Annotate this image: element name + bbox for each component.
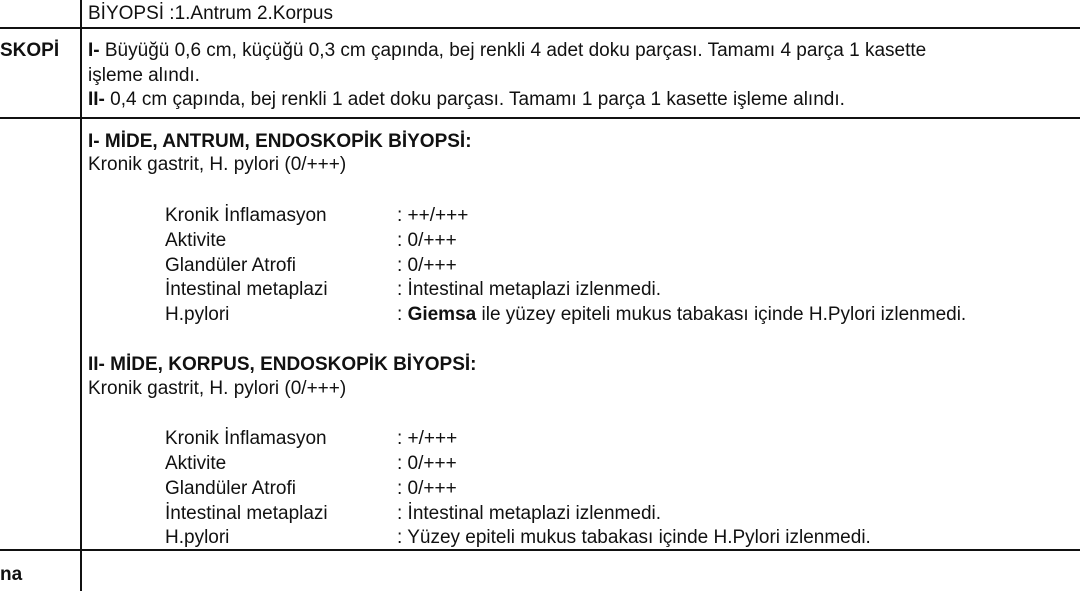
finding-row — [165, 277, 1065, 302]
finding-label: İntestinal metaplazi — [165, 279, 328, 300]
row-divider-top — [0, 27, 1080, 29]
finding-label: Aktivite — [165, 453, 227, 474]
makroskopi-line-1-cont: işleme alındı. — [88, 65, 200, 86]
section-2-diagnosis: Kronik gastrit, H. pylori (0/+++) — [88, 378, 347, 399]
finding-label: Glandüler Atrofi — [165, 478, 296, 499]
finding-value-prefix: : — [397, 304, 408, 325]
finding-row — [165, 476, 1065, 501]
makroskopi-line-2 — [88, 88, 845, 111]
finding-value: : 0/+++ — [397, 255, 457, 276]
finding-row — [165, 501, 1065, 526]
giemsa-stain-label: Giemsa — [407, 304, 477, 325]
finding-row — [165, 228, 1065, 253]
finding-label: Kronik İnflamasyon — [165, 428, 327, 449]
row-divider-middle — [0, 117, 1080, 119]
finding-row — [165, 253, 1065, 278]
finding-row — [165, 302, 1065, 327]
column-divider — [80, 0, 82, 591]
finding-row — [165, 426, 1065, 451]
finding-row — [165, 451, 1065, 476]
finding-row — [165, 525, 1065, 550]
finding-label: Glandüler Atrofi — [165, 255, 296, 276]
finding-label: İntestinal metaplazi — [165, 503, 328, 524]
specimen-1-prefix: I- — [88, 40, 100, 61]
finding-value: : +/+++ — [397, 428, 458, 449]
makroskopi-line-1 — [88, 39, 926, 62]
finding-row — [165, 203, 1065, 228]
finding-label: H.pylori — [165, 527, 230, 548]
finding-value: : ++/+++ — [397, 205, 469, 226]
finding-value: : 0/+++ — [397, 453, 457, 474]
biopsy-location-text: BİYOPSİ :1.Antrum 2.Korpus — [88, 3, 333, 24]
makroskopi-label: SKOPİ — [0, 40, 60, 61]
finding-label: Kronik İnflamasyon — [165, 205, 327, 226]
finding-value: : İntestinal metaplazi izlenmedi. — [397, 279, 662, 300]
bottom-row-label: na — [0, 564, 23, 585]
finding-value: : 0/+++ — [397, 230, 457, 251]
specimen-2-prefix: II- — [88, 89, 105, 110]
section-2-title: II- MİDE, KORPUS, ENDOSKOPİK BİYOPSİ: — [88, 354, 477, 375]
finding-value: : İntestinal metaplazi izlenmedi. — [397, 503, 662, 524]
finding-value: : Yüzey epiteli mukus tabakası içinde H.Pylori izlenmedi. — [397, 527, 871, 548]
finding-value-rest: ile yüzey epiteli mukus tabakası içinde H.Pylori izlenmedi. — [476, 304, 967, 325]
specimen-1-text: Büyüğü 0,6 cm, küçüğü 0,3 cm çapında, bej renkli 4 adet doku parçası. Tamamı 4 parça 1 kasette — [99, 40, 927, 61]
section-1-title: I- MİDE, ANTRUM, ENDOSKOPİK BİYOPSİ: — [88, 131, 472, 152]
finding-value: : 0/+++ — [397, 478, 457, 499]
section-1-diagnosis: Kronik gastrit, H. pylori (0/+++) — [88, 154, 347, 175]
finding-value — [397, 302, 966, 327]
finding-label: H.pylori — [165, 304, 230, 325]
specimen-2-text: 0,4 cm çapında, bej renkli 1 adet doku parçası. Tamamı 1 parça 1 kasette işleme alındı. — [104, 89, 845, 110]
finding-label: Aktivite — [165, 230, 227, 251]
